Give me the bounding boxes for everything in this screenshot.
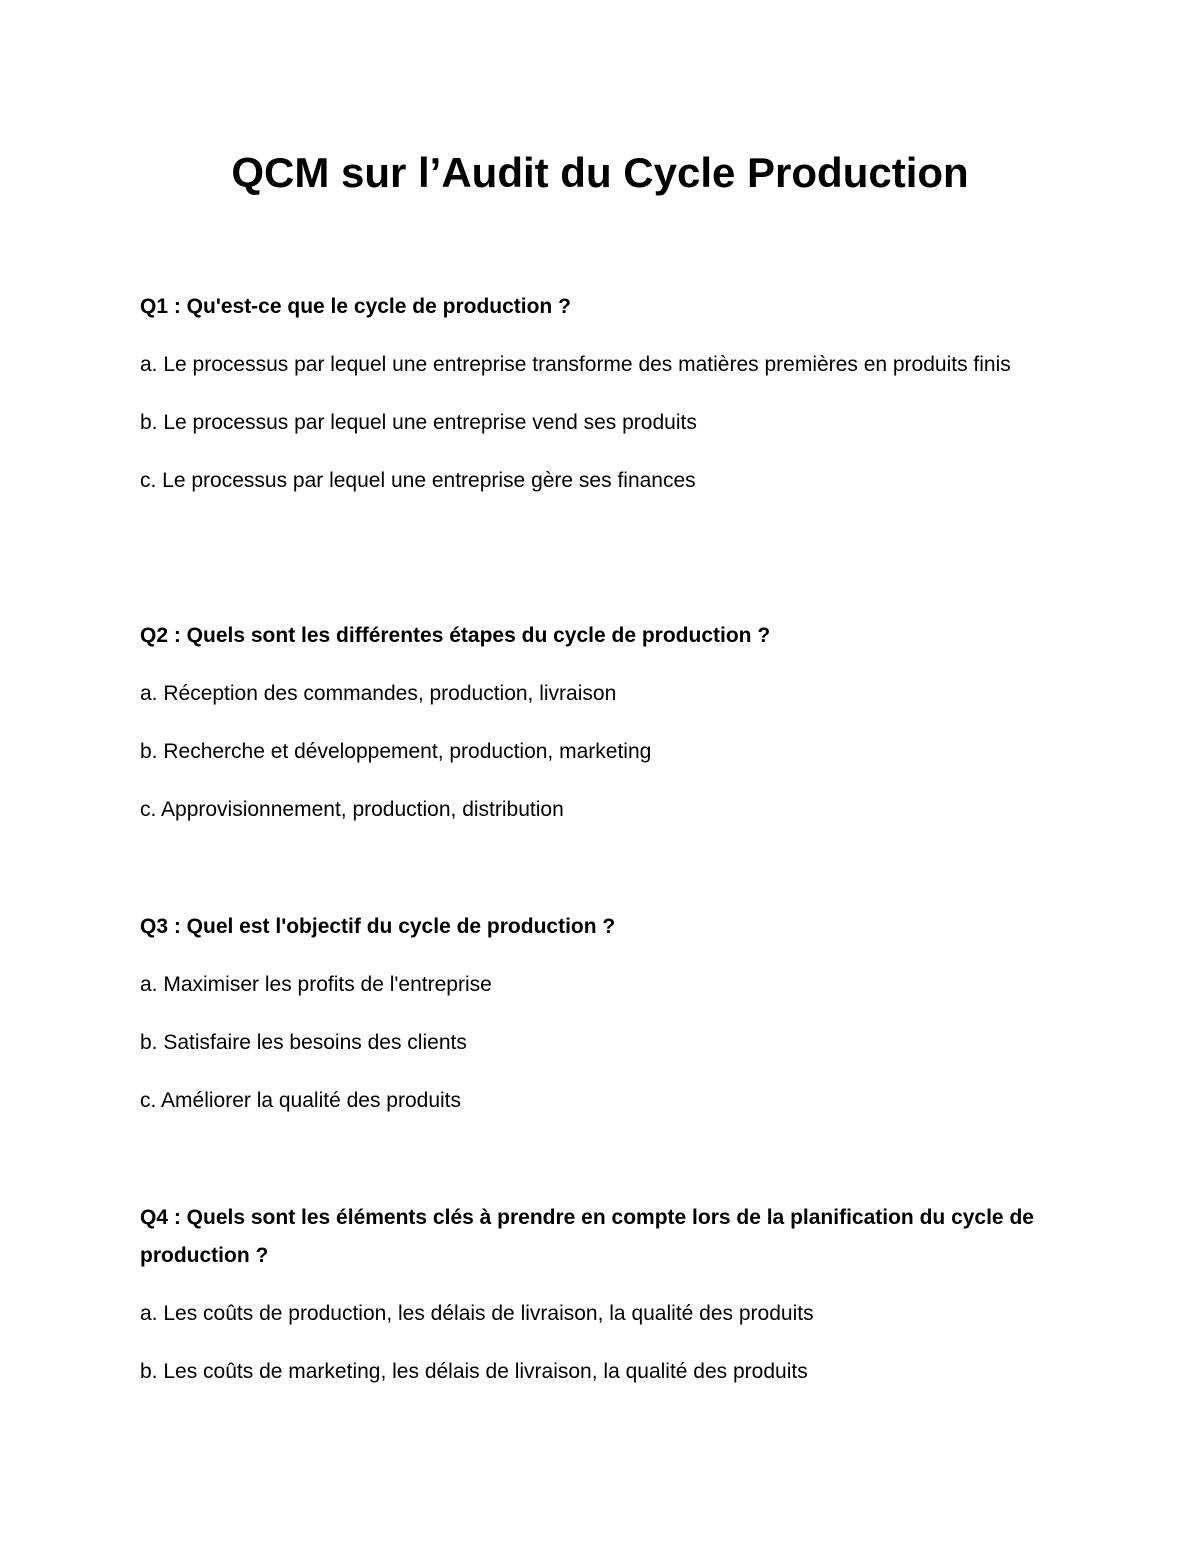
option-q1-c: c. Le processus par lequel une entreprise gère ses finances [140,469,696,492]
question-block-q1 [140,288,1060,500]
question-q4: Q4 : Quels sont les éléments clés à prendre en compte lors de la planification du cycle de production ? [140,1206,1034,1267]
option-q4-b: b. Les coûts de marketing, les délais de livraison, la qualité des produits [140,1360,808,1383]
question-block-q4 [140,1199,1060,1391]
question-block-q2 [140,617,1060,829]
page-title: QCM sur l’Audit du Cycle Production [231,149,969,196]
option-q2-c: c. Approvisionnement, production, distribution [140,798,564,821]
option-q3-b: b. Satisfaire les besoins des clients [140,1031,467,1054]
option-q3-c: c. Améliorer la qualité des produits [140,1089,461,1112]
option-q1-b: b. Le processus par lequel une entreprise vend ses produits [140,411,697,434]
option-q4-a: a. Les coûts de production, les délais de livraison, la qualité des produits [140,1302,814,1325]
question-block-q3 [140,908,1060,1120]
question-q3: Q3 : Quel est l'objectif du cycle de production ? [140,915,616,938]
option-q1-a: a. Le processus par lequel une entreprise transforme des matières premières en produits finis [140,353,1011,376]
question-q1: Q1 : Qu'est-ce que le cycle de production ? [140,295,571,318]
option-q2-b: b. Recherche et développement, production, marketing [140,740,652,763]
option-q3-a: a. Maximiser les profits de l'entreprise [140,973,492,996]
question-q2: Q2 : Quels sont les différentes étapes du cycle de production ? [140,624,771,647]
option-q2-a: a. Réception des commandes, production, livraison [140,682,617,705]
